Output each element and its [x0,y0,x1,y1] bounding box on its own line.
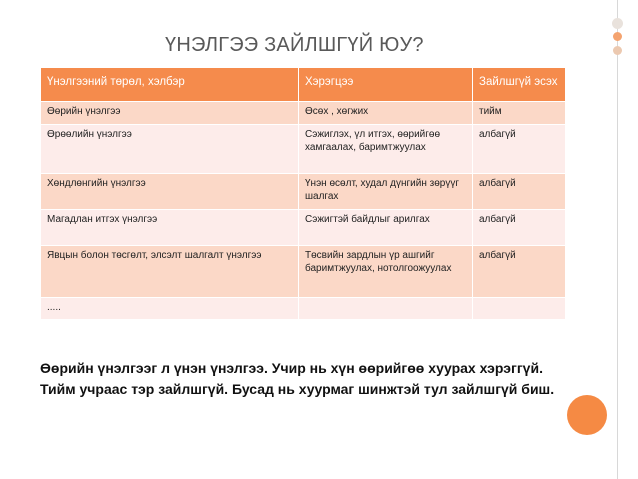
column-header-type: Үнэлгээний төрөл, хэлбэр [41,68,299,102]
table-cell: Хөндлөнгийн үнэлгээ [41,174,299,210]
table-cell: ..... [41,298,299,320]
table-row [41,102,566,125]
table-cell [473,298,566,320]
table-row [41,125,566,174]
decorative-circle-icon [567,395,607,435]
table-cell: Явцын болон төсгөлт, элсэлт шалгалт үнэлгээ [41,246,299,298]
table-row [41,246,566,298]
decorative-circle-icon [612,18,623,29]
table-row [41,174,566,210]
column-header-necessity: Зайлшгүй эсэх [473,68,566,102]
table-cell: албагүй [473,125,566,174]
conclusion-text: Өөрийн үнэлгээг л үнэн үнэлгээ. Учир нь хүн өөрийгөө хуурах хэрэггүй. Тийм учраас тэр зайлшгүй. Бусад нь хуурмаг шинжтэй тул зайлшгүй биш. [40,360,555,397]
table-cell: Өсөх , хөгжих [299,102,473,125]
table-row [41,210,566,246]
table-cell: Сэжиглэх, үл итгэх, өөрийгөө хамгаалах, баримтжуулах [299,125,473,174]
table-cell [299,298,473,320]
table-header-row [41,68,566,102]
decorative-circle-icon [613,46,622,55]
table-cell: албагүй [473,174,566,210]
table-cell: Төсвийн зардлын үр ашгийг баримтжуулах, нотолгоожуулах [299,246,473,298]
table-cell: Магадлан итгэх үнэлгээ [41,210,299,246]
column-header-need: Хэрэгцээ [299,68,473,102]
evaluation-table [40,67,566,320]
table-cell: тийм [473,102,566,125]
table-cell: Өөрийн үнэлгээ [41,102,299,125]
table-row [41,298,566,320]
decorative-circle-icon [613,32,622,41]
table-cell: Үнэн өсөлт, худал дүнгийн зөрүүг шалгах [299,174,473,210]
table-cell: албагүй [473,210,566,246]
table-cell: Өрөөлийн үнэлгээ [41,125,299,174]
table-cell: Сэжигтэй байдлыг арилгах [299,210,473,246]
table-cell: албагүй [473,246,566,298]
decorative-line [617,0,618,479]
slide-title: ҮНЭЛГЭЭ ЗАЙЛШГҮЙ ЮУ? [165,34,424,56]
